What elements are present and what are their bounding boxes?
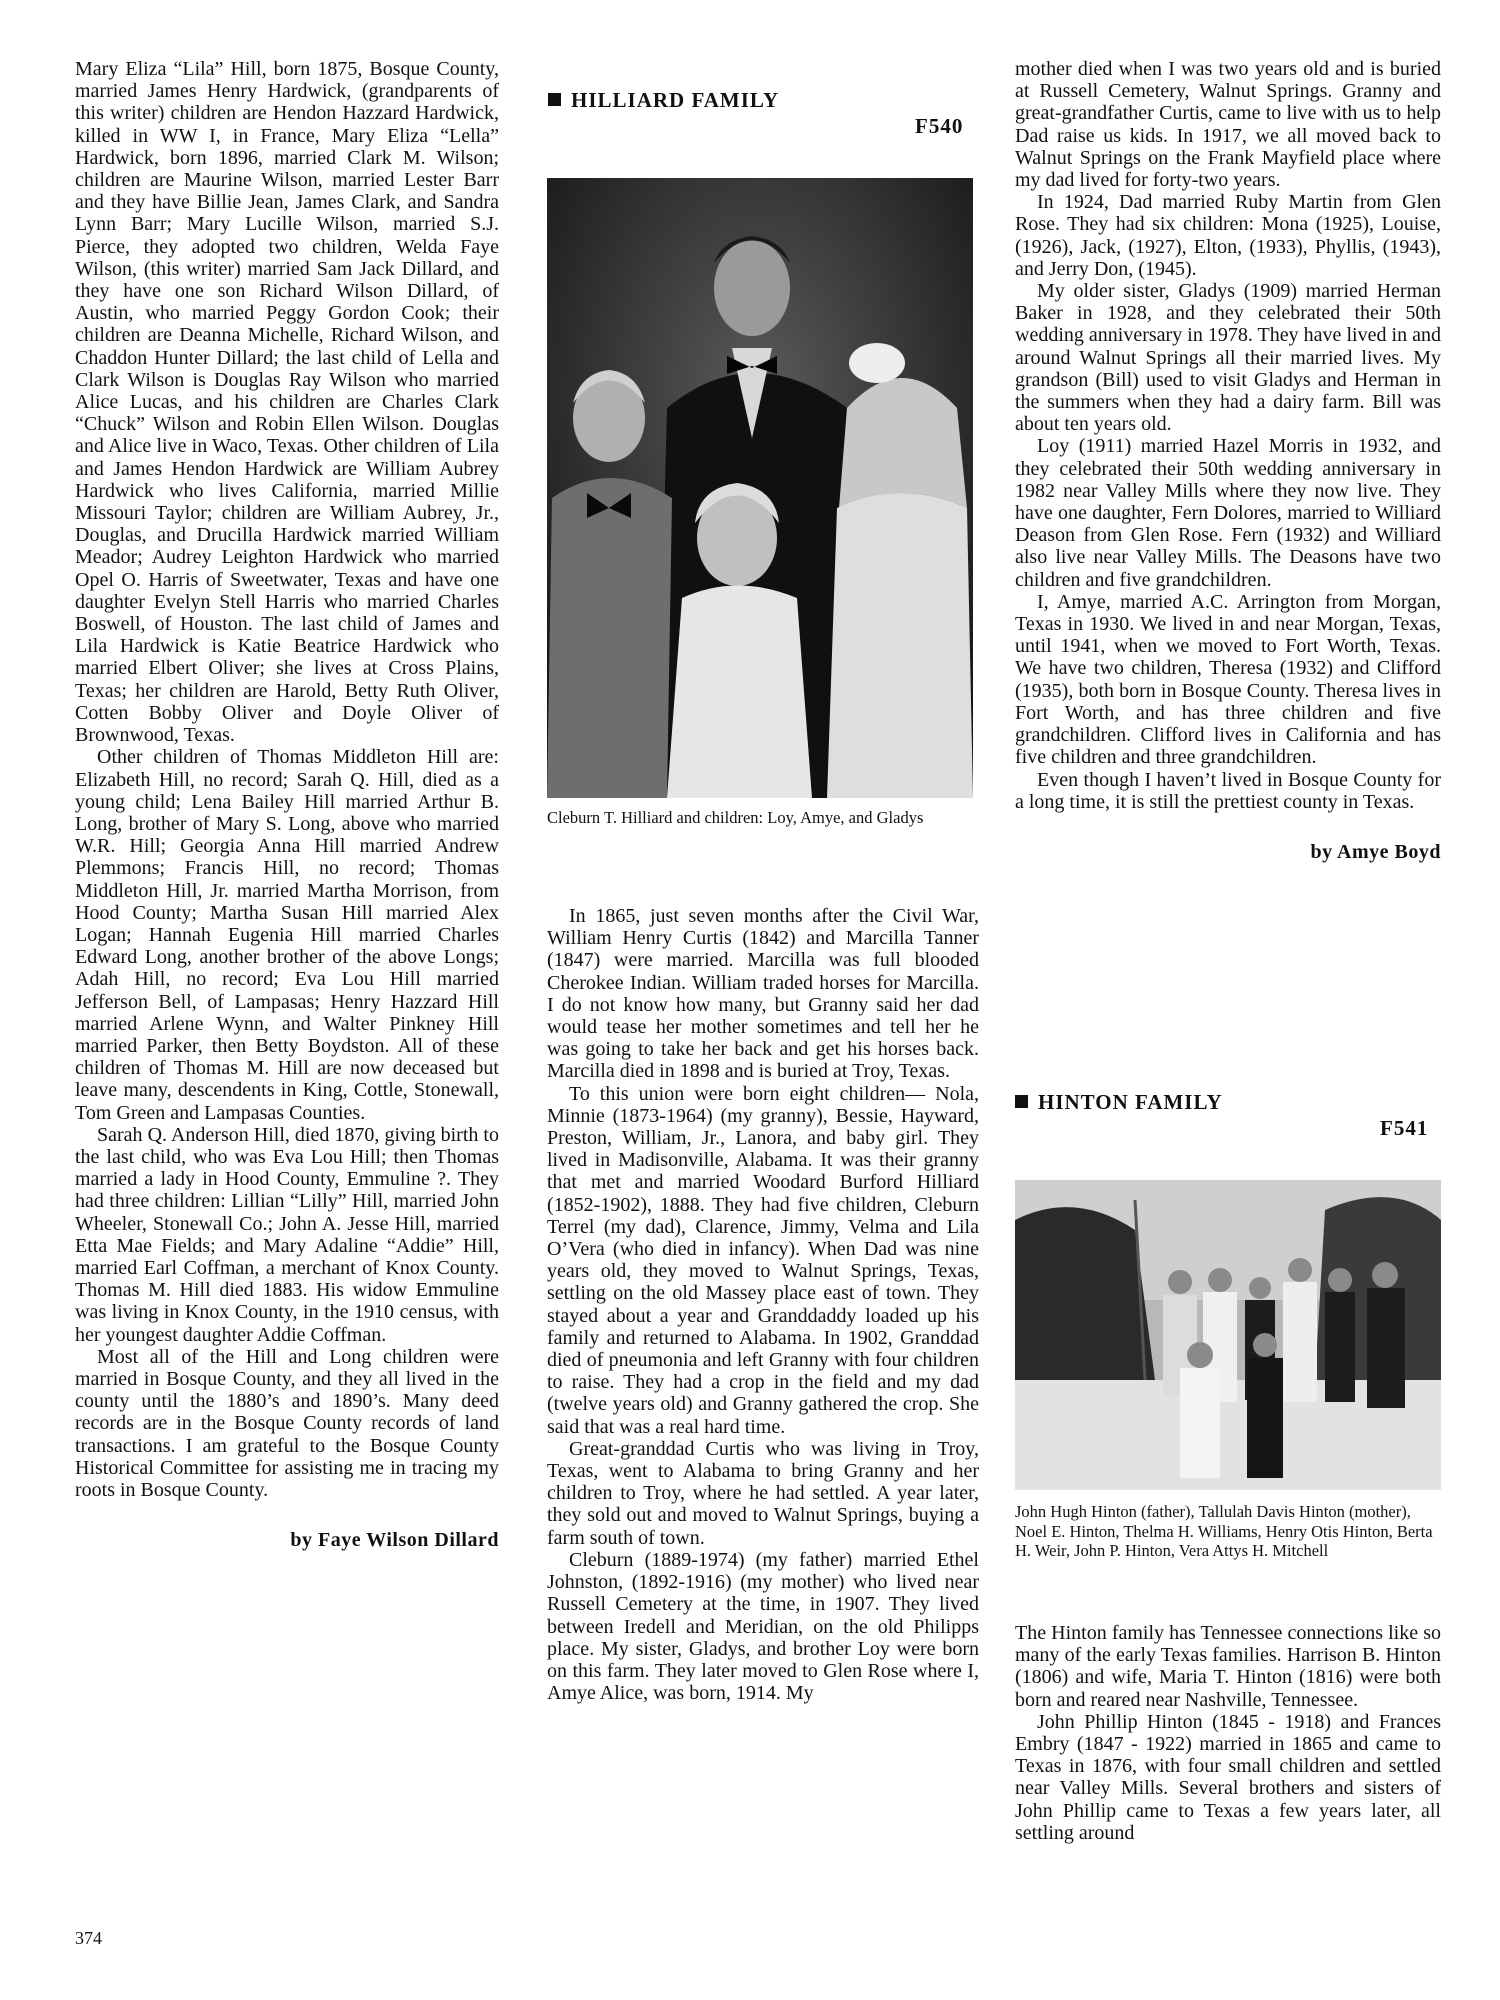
bullet-square-icon bbox=[548, 93, 561, 106]
paragraph: In 1924, Dad married Ruby Martin from Glen Rose. They had six children: Mona (1925), Louise, (1926), Jack, (1927), Elton, (1933), Phyllis, (1943), and Jerry Don, (1945). bbox=[1015, 191, 1441, 280]
paragraph: My older sister, Gladys (1909) married Herman Baker in 1928, and they celebrated their 50th wedding anniversary in 1978. They have lived in and around Walnut Springs all their married lives. My grandson (Bill) used to visit Gladys and Herman in the summers when they had a dairy farm. Bill was about ten years old. bbox=[1015, 280, 1441, 436]
paragraph: Great-granddad Curtis who was living in Troy, Texas, went to Alabama to bring Granny and her children to Troy, where he had settled. A year later, they sold out and moved to Walnut Springs, buying a farm south of town. bbox=[547, 1437, 979, 1549]
paragraph: The Hinton family has Tennessee connections like so many of the early Texas families. Harrison B. Hinton (1806) and wife, Maria T. Hinton (1816) were both born and reared near Nashville, Tennessee. bbox=[1015, 1622, 1441, 1711]
hinton-family-photo bbox=[1015, 1180, 1441, 1490]
photo-caption: John Hugh Hinton (father), Tallulah Davis Hinton (mother), Noel E. Hinton, Thelma H. Williams, Henry Otis Hinton, Berta H. Weir, John P. Hinton, Vera Attys H. Mitchell bbox=[1015, 1502, 1433, 1560]
family-code: F540 bbox=[915, 114, 964, 138]
paragraph: John Phillip Hinton (1845 - 1918) and Frances Embry (1847 - 1922) married in 1865 and came to Texas in 1876, with four small children and settled near Valley Mills. Several brothers and sisters of John Phillip came to Texas a few years later, all settling around bbox=[1015, 1710, 1441, 1844]
section-heading-hinton bbox=[1015, 1090, 1223, 1115]
paragraph: Sarah Q. Anderson Hill, died 1870, giving birth to the last child, who was Eva Lou Hill; then Thomas married a lady in Hood County, Emmuline ?. They had three children: Lillian “Lilly” Hill, married John Wheeler, Stonewall Co.; John A. Jesse Hill, married Etta Mae Fields; and Mary Adaline “Addie” Hill, married Earl Coffman, a merchant of Knox County. Thomas M. Hill died 1883. His widow Emmuline was living in Knox County, in the 1910 census, with her youngest daughter Addie Coffman. bbox=[75, 1123, 499, 1346]
paragraph: mother died when I was two years old and is buried at Russell Cemetery, Walnut Springs. Granny and great-grandfather Curtis, came to live with us to help Dad raise us kids. In 1917, we all moved back to Walnut Springs on the Frank Mayfield place where my dad lived for forty-two years. bbox=[1015, 58, 1441, 192]
bullet-square-icon bbox=[1015, 1095, 1028, 1108]
byline: by Faye Wilson Dillard bbox=[290, 1529, 499, 1552]
column-2 bbox=[547, 905, 979, 1704]
photo-caption: Cleburn T. Hilliard and children: Loy, Amye, and Gladys bbox=[547, 808, 924, 827]
paragraph: To this union were born eight children— Nola, Minnie (1873-1964) (my granny), Bessie, Hayward, Preston, William, Jr., Lanora, and baby girl. They lived in Madisonville, Alabama. It was their granny that met and married Woodard Burford Hilliard (1852-1902), 1888. They had five children, Cleburn Terrel (my dad), Clarence, Jimmy, Velma and Lila O’Vera (who died in infancy). When Dad was nine years old, they moved to Walnut Springs, Texas, settling on the old Massey place east of town. They stayed about a year and Granddaddy loaded up his family and returned to Alabama. In 1902, Granddad died of pneumonia and left Granny with four children to raise. They had a crop in the field and my dad (twelve years old) and Granny gathered the crop. She said that was a real hard time. bbox=[547, 1082, 979, 1438]
photo-illustration bbox=[547, 178, 973, 798]
paragraph: Even though I haven’t lived in Bosque County for a long time, it is still the prettiest county in Texas. bbox=[1015, 768, 1441, 813]
column-1 bbox=[75, 58, 499, 1551]
column-3 bbox=[1015, 58, 1441, 863]
paragraph: In 1865, just seven months after the Civil War, William Henry Curtis (1842) and Marcilla Tanner (1847) were married. Marcilla was full blooded Cherokee Indian. William traded horses for Marcilla. I do not know how many, but Granny said her dad would tease her mother sometimes and tell her he was going to take her back and get his horses back. Marcilla died in 1898 and is buried at Troy, Texas. bbox=[547, 905, 979, 1083]
hilliard-family-photo bbox=[547, 178, 973, 798]
byline: by Amye Boyd bbox=[1310, 840, 1441, 863]
heading-text: HILLIARD FAMILY bbox=[571, 88, 780, 112]
heading-text: HINTON FAMILY bbox=[1038, 1090, 1223, 1114]
paragraph: Other children of Thomas Middleton Hill are: Elizabeth Hill, no record; Sarah Q. Hill, died as a young child; Lena Bailey Hill married Arthur B. Long, brother of Mary S. Long, above who married W.R. Hill; Georgia Anna Hill married Andrew Plemmons; Francis Hill, no record; Thomas Middleton Hill, Jr. married Martha Morrison, from Hood County; Martha Susan Hill married Alex Logan; Hannah Eugenia Hill married Charles Edward Long, another brother of the above Longs; Adah Hill, no record; Eva Lou Hill married Jefferson Bell, of Lampasas; Henry Hazzard Hill married Arlene Wynn, and Walter Pinkney Hill married Parker, then Betty Boydston. All of these children of Thomas M. Hill are now deceased but leave many, descendents in King, Cottle, Stonewall, Tom Green and Lampasas Counties. bbox=[75, 746, 499, 1124]
paragraph: Loy (1911) married Hazel Morris in 1932, and they celebrated their 50th wedding anniversary in 1982 near Valley Mills where they now live. They have one daughter, Fern Dolores, married to Williard Deason from Glen Rose. Fern (1932) and Williard also live near Valley Mills. The Deasons have two children and five grandchildren. bbox=[1015, 435, 1441, 591]
section-heading-hilliard bbox=[548, 88, 779, 113]
paragraph: Most all of the Hill and Long children were married in Bosque County, and they all lived in the county until the 1880’s and 1890’s. Many deed records are in the Bosque County records of land transactions. I am grateful to the Bosque County Historical Committee for assisting me in tracing my roots in Bosque County. bbox=[75, 1345, 499, 1501]
family-code: F541 bbox=[1380, 1116, 1429, 1140]
paragraph: Cleburn (1889-1974) (my father) married Ethel Johnston, (1892-1916) (my mother) who lived near Russell Cemetery at the time, in 1907. They lived between Iredell and Meridian, on the old Philipps place. My sister, Gladys, and brother Loy were born on this farm. They later moved to Glen Rose where I, Amye Alice, was born, 1914. My bbox=[547, 1548, 979, 1705]
photo-illustration bbox=[1015, 1180, 1441, 1490]
column-3-lower bbox=[1015, 1622, 1441, 1844]
paragraph: Mary Eliza “Lila” Hill, born 1875, Bosque County, married James Henry Hardwick, (grandparents of this writer) children are Hendon Hazzard Hardwick, killed in WW I, in France, Mary Eliza “Lella” Hardwick, born 1896, married Clark M. Wilson; children are Maurine Wilson, married Lester Barr and they have Billie Jean, James Clark, and Sandra Lynn Barr; Mary Lucille Wilson, married S.J. Pierce, they adopted two children, Welda Faye Wilson, (this writer) married Sam Jack Dillard, and they have one son Richard Wilson Dillard, of Austin, who married Peggy Gordon Cook; their children are Deanna Michelle, Richard Wilson, and Chaddon Hunter Dillard; the last child of Lella and Clark Wilson is Douglas Ray Wilson who married Alice Lucas, and his children are Charles Clark “Chuck” Wilson and Robin Ellen Wilson. Douglas and Alice live in Waco, Texas. Other children of Lila and James Hendon Hardwick are William Aubrey Hardwick who lives California, married Millie Missouri Taylor; children are William Aubrey, Jr., Douglas, and Drucilla Hardwick married William Meador; Audrey Leighton Hardwick who married Opel O. Harris of Sweetwater, Texas and have one daughter Evelyn Stell Harris who married Charles Boswell, of Houston. The last child of James and Lila Hardwick is Katie Beatrice Hardwick who married Elbert Oliver; she lives at Cross Plains, Texas; her children are Harold, Betty Ruth Oliver, Cotten Bobby Oliver and Doyle Oliver of Brownwood, Texas. bbox=[75, 58, 499, 747]
page-number: 374 bbox=[75, 1928, 102, 1948]
paragraph: I, Amye, married A.C. Arrington from Morgan, Texas in 1930. We lived in and near Morgan, Texas, until 1941, when we moved to Fort Worth, Texas. We have two children, Theresa (1932) and Clifford (1935), both born in Bosque County. Theresa lives in Fort Worth, and has three children and five grandchildren. Clifford lives in California and has five children and three grandchildren. bbox=[1015, 590, 1441, 769]
